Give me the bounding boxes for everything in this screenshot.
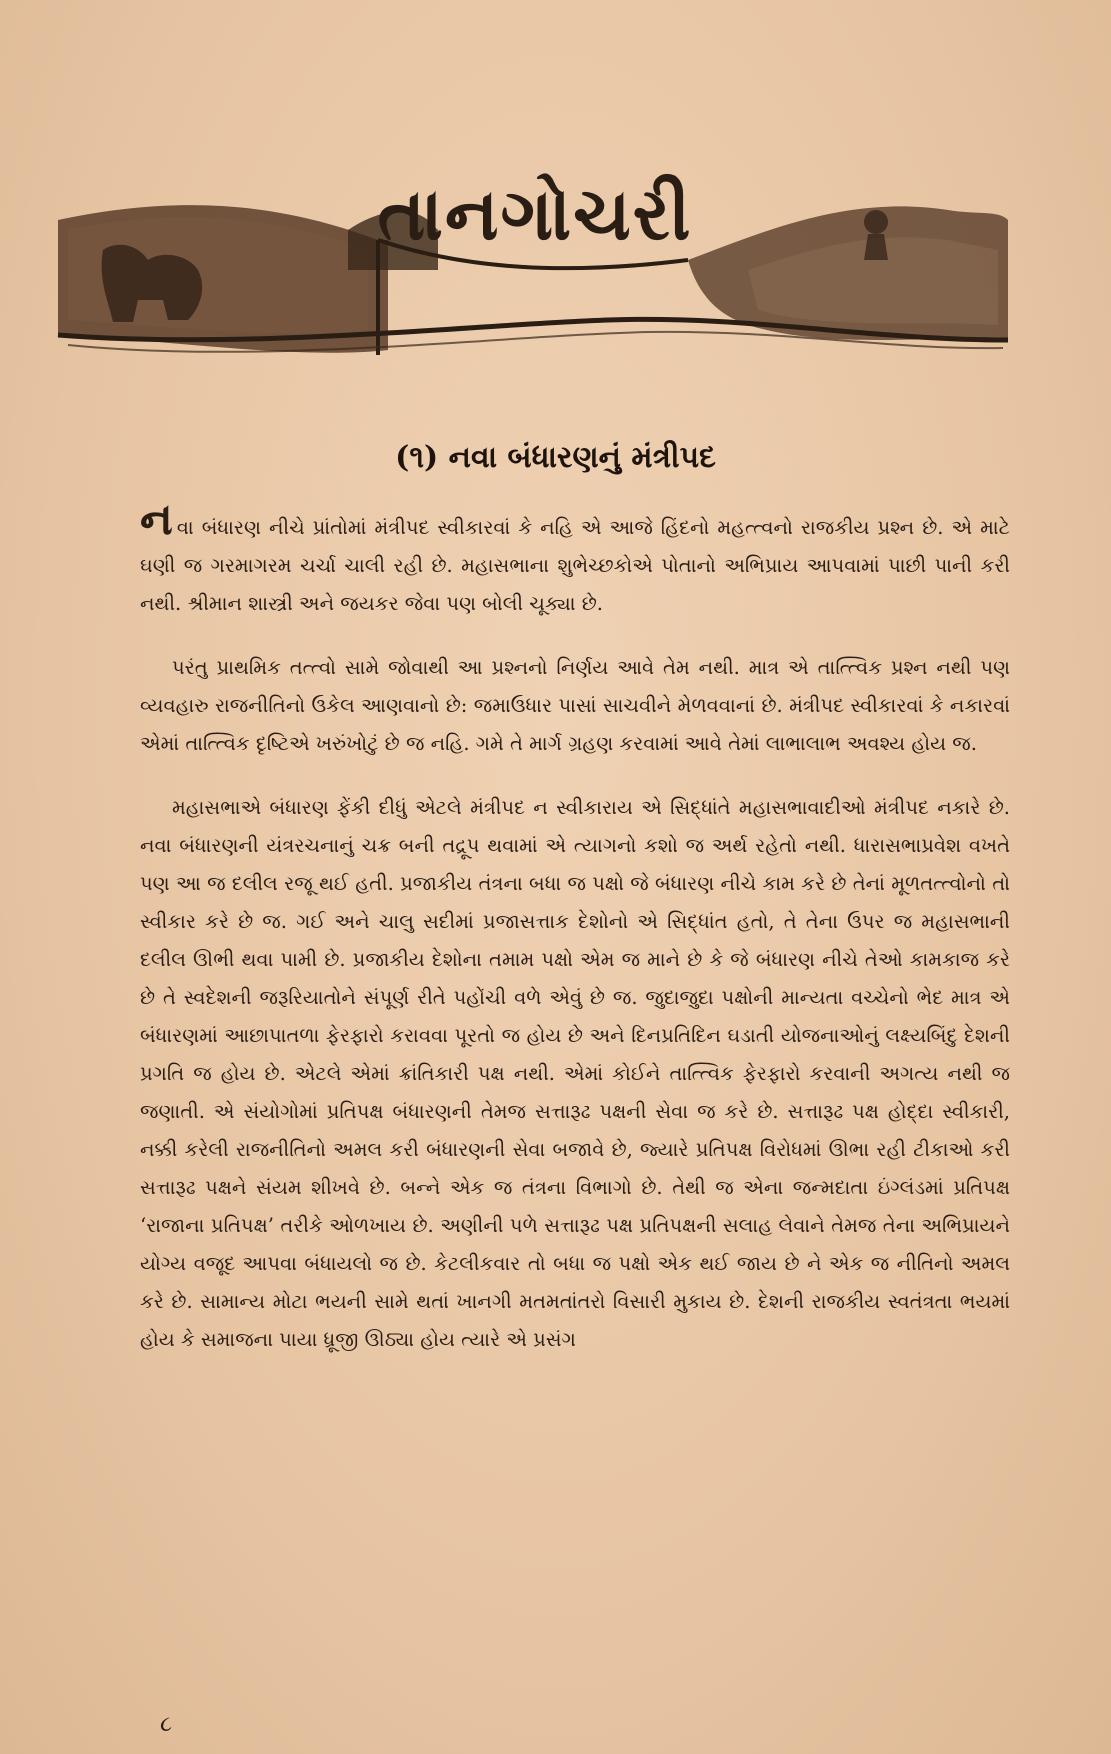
paragraph-1-text: વા બંધારણ નીચે પ્રાંતોમાં મંત્રીપદ સ્વીકારવાં કે નહિ એ આજે હિંદનો મહત્ત્વનો રાજકીય પ્રશ્ન છે. એ માટે ઘણી જ ગરમાગરમ ચર્ચા ચાલી રહી છે. મહાસભાના શુભેચ્છકોએ પોતાનો અભિપ્રાય આપવામાં પાછી પાની કરી નથી. શ્રીમાન શાસ્ત્રી અને જયકર જેવા પણ બોલી ચૂક્યા છે. [140, 516, 1010, 615]
chapter-heading: (૧) નવા બંધારણનું મંત્રીપદ [395, 440, 716, 475]
page-number: ૮ [160, 1712, 173, 1737]
drop-cap: ન [140, 494, 173, 545]
paragraph-1 [140, 494, 1010, 623]
banner-title: તાનગોચરી [377, 171, 693, 256]
paragraph-3: મહાસભાએ બંધારણ ફેંકી દીધું એટલે મંત્રીપદ ન સ્વીકારાય એ સિદ્ધાંતે મહાસભાવાદીઓ મંત્રીપદ નકારે છે. નવા બંધારણની યંત્રરચનાનું ચક્ર બની તદ્રૂપ થવામાં એ ત્યાગનો કશો જ અર્થ રહેતો નથી. ધારાસભાપ્રવેશ વખતે પણ આ જ દલીલ રજૂ થઈ હતી. પ્રજાકીય તંત્રના બધા જ પક્ષો જે બંધારણ નીચે કામ કરે છે તેનાં મૂળતત્ત્વોનો તો સ્વીકાર કરે છે જ. ગઈ અને ચાલુ સદીમાં પ્રજાસત્તાક દેશોનો એ સિદ્ધાંત હતો, તે તેના ઉપર જ મહાસભાની દલીલ ઊભી થવા પામી છે. પ્રજાકીય દેશોના તમામ પક્ષો એમ જ માને છે કે જે બંધારણ નીચે તેઓ કામકાજ કરે છે તે સ્વદેશની જરૂરિયાતોને સંપૂર્ણ રીતે પહોંચી વળે એવું છે જ. જુદાજુદા પક્ષોની માન્યતા વચ્ચેનો ભેદ માત્ર એ બંધારણમાં આછાપાતળા ફેરફારો કરાવવા પૂરતો જ હોય છે અને દિનપ્રતિદિન ઘડાતી યોજનાઓનું લક્ષ્યબિંદુ દેશની પ્રગતિ જ હોય છે. એટલે એમાં ક્રાંતિકારી પક્ષ નથી. એમાં કોઈને તાત્ત્વિક ફેરફારો કરવાની અગત્ય નથી જ જણાતી. એ સંયોગોમાં પ્રતિપક્ષ બંધારણની તેમજ સત્તારૂઢ પક્ષની સેવા જ કરે છે. સત્તારૂઢ પક્ષ હોદ્દા સ્વીકારી, નક્કી કરેલી રાજનીતિનો અમલ કરી બંધારણની સેવા બજાવે છે, જ્યારે પ્રતિપક્ષ વિરોધમાં ઊભા રહી ટીકાઓ કરી સત્તારૂઢ પક્ષને સંયમ શીખવે છે. બન્ને એક જ તંત્રના વિભાગો છે. તેથી જ એના જન્મદાતા ઇંગ્લંડમાં પ્રતિપક્ષ ‘રાજાના પ્રતિપક્ષ’ તરીકે ઓળખાય છે. અણીની પળે સત્તારૂઢ પક્ષ પ્રતિપક્ષની સલાહ લેવાને તેમજ તેના અભિપ્રાયને યોગ્ય વજૂદ આપવા બંધાયલો જ છે. કેટલીકવાર તો બધા જ પક્ષો એક થઈ જાય છે ને એક જ નીતિનો અમલ કરે છે. સામાન્ય મોટા ભયની સામે થતાં ખાનગી મતમતાંતરો વિસારી મુકાય છે. દેશની રાજકીય સ્વતંત્રતા ભયમાં હોય કે સમાજના પાયા ધ્રૂજી ઊઠ્યા હોય ત્યારે એ પ્રસંગ [140, 796, 1010, 1351]
article-body [140, 494, 1010, 1385]
paragraph-2: પરંતુ પ્રાથમિક તત્ત્વો સામે જોવાથી આ પ્રશ્નનો નિર્ણય આવે તેમ નથી. માત્ર એ તાત્ત્વિક પ્રશ્ન નથી પણ વ્યવહારુ રાજનીતિનો ઉકેલ આણવાનો છે: જમાઉધાર પાસાં સાચવીને મેળવવાનાં છે. મંત્રીપદ સ્વીકારવાં કે નકારવાં એમાં તાત્ત્વિક દૃષ્ટિએ ખરુંખોટું છે જ નહિ. ગમે તે માર્ગ ગ્રહણ કરવામાં આવે તેમાં લાભાલાભ અવશ્ય હોય જ. [140, 656, 1010, 755]
